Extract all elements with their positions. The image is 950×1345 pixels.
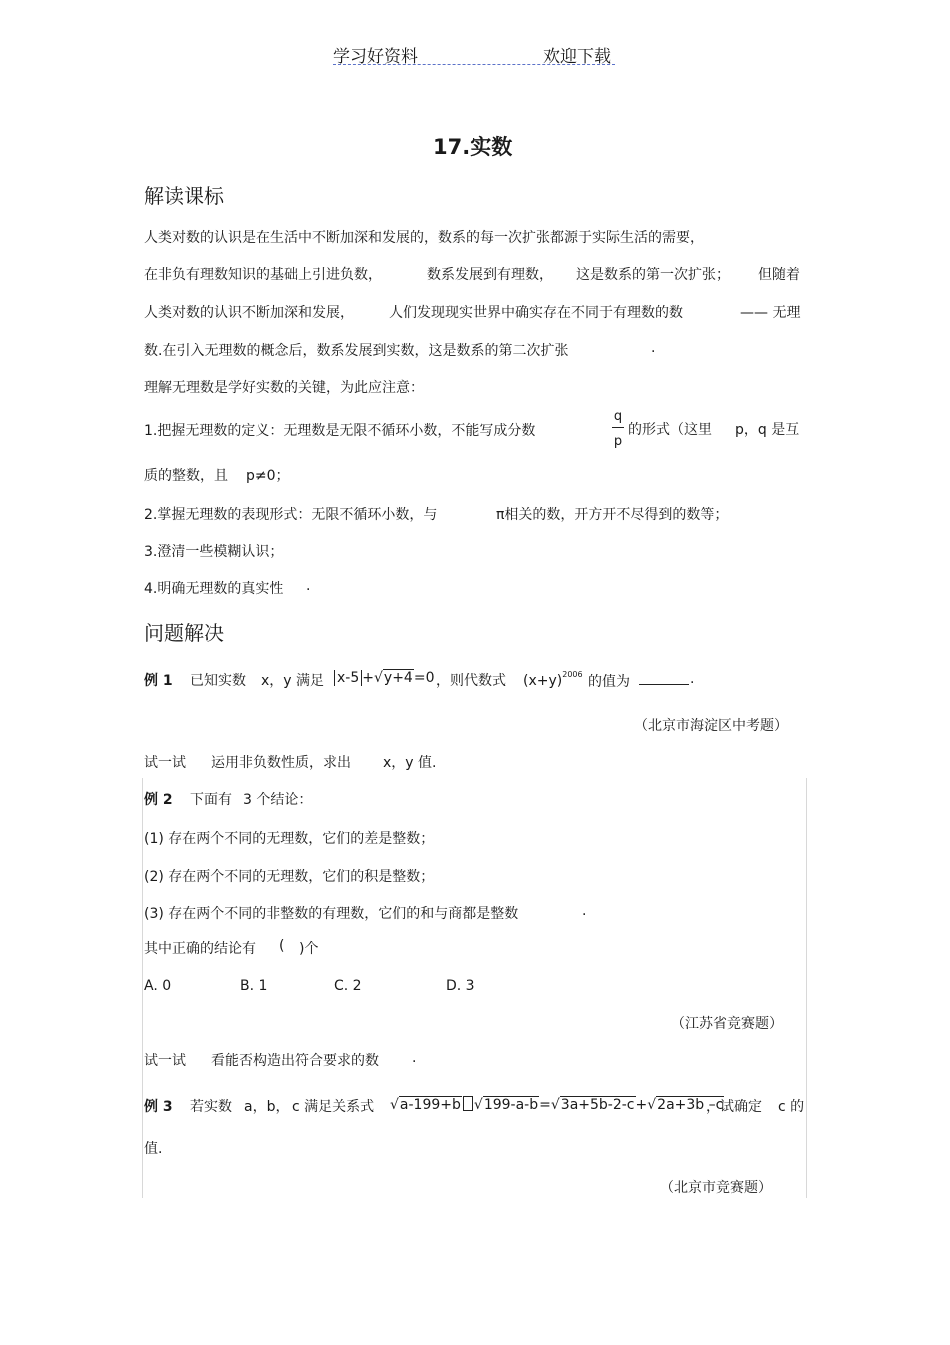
point-1-text: p，q 是互: [735, 422, 800, 438]
radicand-2: 199-a-b: [483, 1097, 539, 1113]
abs-expr: x-5: [334, 670, 362, 686]
sqrt-symbol: √: [373, 670, 383, 686]
paragraph-line: 人类对数的认识不断加深和发展，: [144, 305, 354, 321]
try-text: 看能否构造出符合要求的数: [211, 1053, 379, 1069]
paragraph-line: 人类对数的认识是在生活中不断加深和发展的，数系的每一次扩张都源于实际生活的需要，: [144, 230, 704, 246]
equals-zero: =0: [413, 670, 435, 686]
header-left: 学习好资料: [333, 47, 418, 67]
example-3-text: ，试确定: [706, 1099, 762, 1115]
paragraph-line: 但随着: [758, 267, 800, 283]
example-3-text: 值.: [144, 1141, 163, 1157]
paragraph-line: —— 无理: [740, 305, 801, 321]
header-right: 欢迎下载: [543, 47, 611, 67]
option-c: C. 2: [334, 978, 362, 994]
example-2-text: 下面有: [190, 792, 232, 808]
statement-1: (1) 存在两个不同的无理数，它们的差是整数；: [144, 831, 435, 847]
statement-2: (2) 存在两个不同的无理数，它们的积是整数；: [144, 869, 435, 885]
try-label: 试一试: [144, 1053, 186, 1069]
example-1-end: .: [690, 671, 695, 687]
paragraph-line: 在非负有理数知识的基础上引进负数，: [144, 267, 382, 283]
sqrt-symbol: √: [647, 1097, 657, 1113]
example-1-text: 的值为: [588, 674, 630, 690]
example-1-text: x，y 满足: [261, 673, 325, 689]
base-expr: (x+y): [523, 673, 563, 689]
radicand-1: a-199+b: [399, 1097, 461, 1113]
try-label: 试一试: [144, 755, 186, 771]
option-b: B. 1: [240, 978, 268, 994]
equals-sign: =: [539, 1097, 551, 1113]
exponent: 2006: [562, 670, 583, 679]
example-2-text: 3 个结论：: [243, 792, 313, 808]
option-a: A. 0: [144, 978, 172, 994]
example-1-source: （北京市海淀区中考题）: [634, 718, 788, 734]
example-3-text: c 满足关系式: [292, 1099, 375, 1115]
example-2-question: (: [279, 938, 285, 954]
example-2-question: 其中正确的结论有: [144, 941, 256, 957]
sqrt-symbol: √: [473, 1097, 483, 1113]
missing-glyph-box: [463, 1096, 473, 1111]
try-text: x，y 值.: [383, 755, 437, 771]
example-2-label: 例 2: [144, 792, 173, 808]
point-2-text: π相关的数，开方开不尽得到的数等；: [496, 507, 729, 523]
fraction-numerator: q: [613, 409, 623, 424]
header-divider: [333, 64, 615, 65]
example-1-text: ，则代数式: [436, 673, 506, 689]
point-1-text: 1.把握无理数的定义：无理数是无限不循环小数，不能写成分数: [144, 423, 536, 439]
point-4-text: .: [306, 578, 311, 594]
paragraph-line: 数.在引入无理数的概念后，数系发展到实数，这是数系的第二次扩张: [144, 343, 569, 359]
example-2-question: )个: [299, 941, 319, 957]
paragraph-line: 数系发展到有理数，: [427, 267, 553, 283]
statement-3-end: .: [582, 903, 587, 919]
point-2-text: 2.掌握无理数的表现形式：无限不循环小数，与: [144, 507, 438, 523]
fraction-bar: [612, 427, 624, 428]
option-d: D. 3: [446, 978, 475, 994]
plus-sign: +: [635, 1097, 648, 1113]
example-1-power-expression: [523, 670, 583, 689]
example-1-text: 已知实数: [190, 673, 246, 689]
point-1-text: 的形式（这里: [628, 422, 712, 438]
try-text: .: [412, 1050, 417, 1066]
page-title: 17.实数: [433, 135, 513, 159]
frame-left-line: [142, 778, 143, 1198]
paragraph-line: .: [651, 340, 656, 356]
example-3-equation: [390, 1096, 724, 1113]
paragraph-line: 理解无理数是学好实数的关键，为此应注意：: [144, 380, 424, 396]
example-3-text: c 的: [778, 1099, 805, 1115]
fraction-denominator: p: [613, 434, 623, 449]
section-heading-problems: 问题解决: [144, 621, 224, 645]
example-3-text: a，b，: [244, 1099, 290, 1115]
example-1-label: 例 1: [144, 673, 173, 689]
point-4-text: 4.明确无理数的真实性: [144, 581, 284, 597]
answer-blank: [639, 671, 689, 687]
example-3-text: 若实数: [190, 1099, 232, 1115]
radicand-4: 2a+3b –c: [657, 1097, 724, 1113]
paragraph-line: 人们发现现实世界中确实存在不同于有理数的数: [389, 305, 683, 321]
sqrt-symbol: √: [550, 1097, 560, 1113]
try-text: 运用非负数性质，求出: [211, 755, 351, 771]
statement-3: (3) 存在两个不同的非整数的有理数，它们的和与商都是整数: [144, 906, 519, 922]
paragraph-line: 这是数系的第一次扩张；: [576, 267, 730, 283]
plus-sign: +: [362, 670, 374, 686]
sqrt-symbol: √: [390, 1097, 399, 1113]
example-1-abs-expression: [334, 670, 434, 686]
example-3-label: 例 3: [144, 1099, 173, 1115]
example-3-source: （北京市竞赛题）: [660, 1180, 772, 1196]
point-1-text: p≠0；: [246, 468, 290, 484]
section-heading-reading: 解读课标: [144, 184, 224, 208]
point-3-text: 3.澄清一些模糊认识；: [144, 544, 284, 560]
sqrt-expr: y+4: [383, 670, 413, 686]
radicand-3: 3a+5b-2-c: [560, 1097, 635, 1113]
point-1-text: 质的整数，且: [144, 468, 228, 484]
frame-right-line: [806, 778, 807, 1198]
example-2-source: （江苏省竞赛题）: [671, 1016, 783, 1032]
